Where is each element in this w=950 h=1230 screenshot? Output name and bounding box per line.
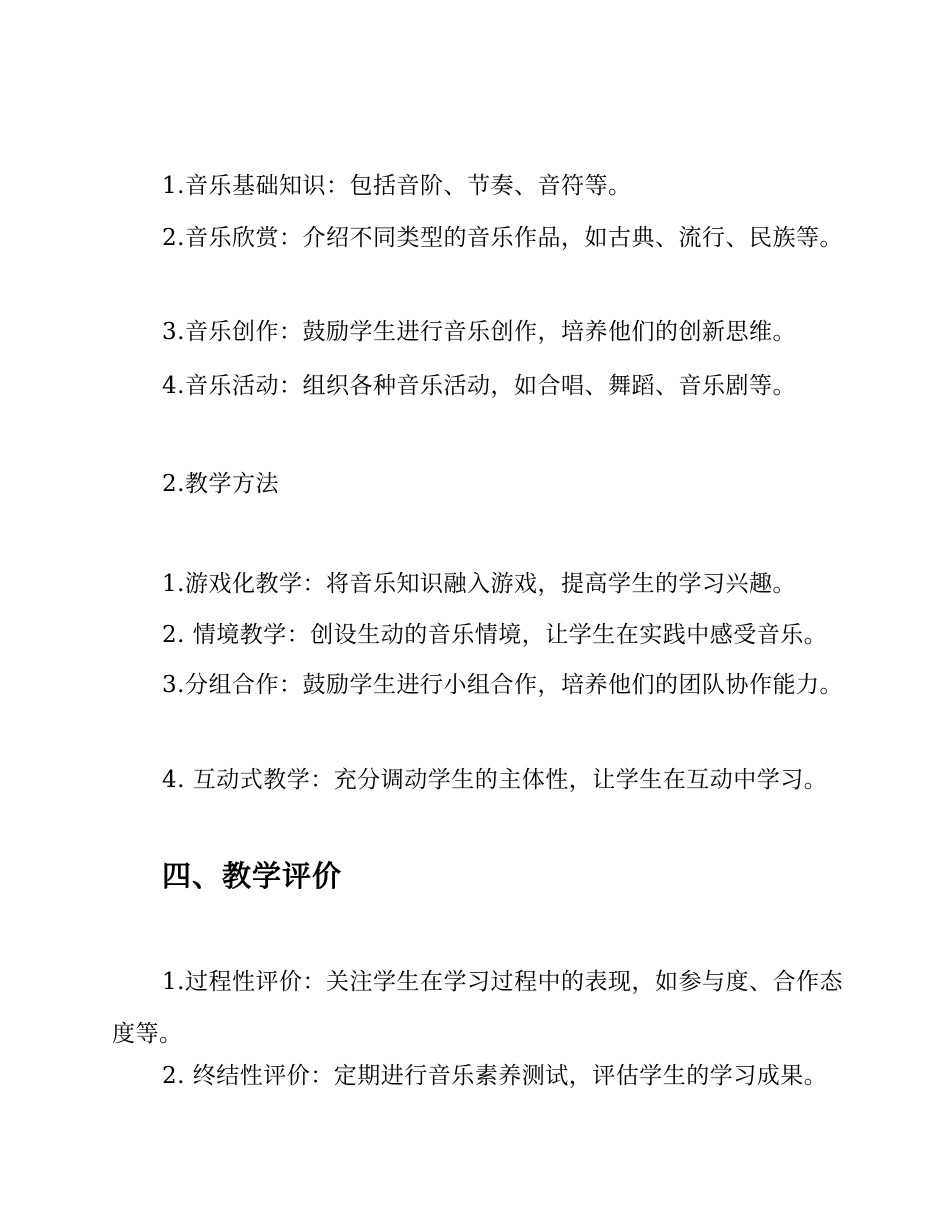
method-item-game: 1.游戏化教学：将音乐知识融入游戏，提高学生的学习兴趣。 [162, 571, 796, 597]
evaluation-item-summative: 2. 终结性评价：定期进行音乐素养测试，评估学生的学习成果。 [162, 1063, 828, 1089]
evaluation-item-process: 1.过程性评价：关注学生在学习过程中的表现，如参与度、合作态度等。 [112, 969, 843, 1047]
method-item-group: 3.分组合作：鼓励学生进行小组合作，培养他们的团队协作能力。 [162, 672, 843, 698]
content-item-appreciation: 2.音乐欣赏：介绍不同类型的音乐作品，如古典、流行、民族等。 [162, 225, 843, 251]
method-item-interactive: 4. 互动式教学：充分调动学生的主体性，让学生在互动中学习。 [162, 767, 828, 793]
section-title-methods: 2.教学方法 [162, 471, 279, 497]
content-item-basics: 1.音乐基础知识：包括音阶、节奏、音符等。 [162, 173, 632, 199]
content-item-creation: 3.音乐创作：鼓励学生进行音乐创作，培养他们的创新思维。 [162, 319, 796, 345]
content-item-activities: 4.音乐活动：组织各种音乐活动，如合唱、舞蹈、音乐剧等。 [162, 373, 796, 399]
method-item-situation: 2. 情境教学：创设生动的音乐情境，让学生在实践中感受音乐。 [162, 622, 828, 648]
section-heading-evaluation: 四、教学评价 [162, 859, 343, 893]
